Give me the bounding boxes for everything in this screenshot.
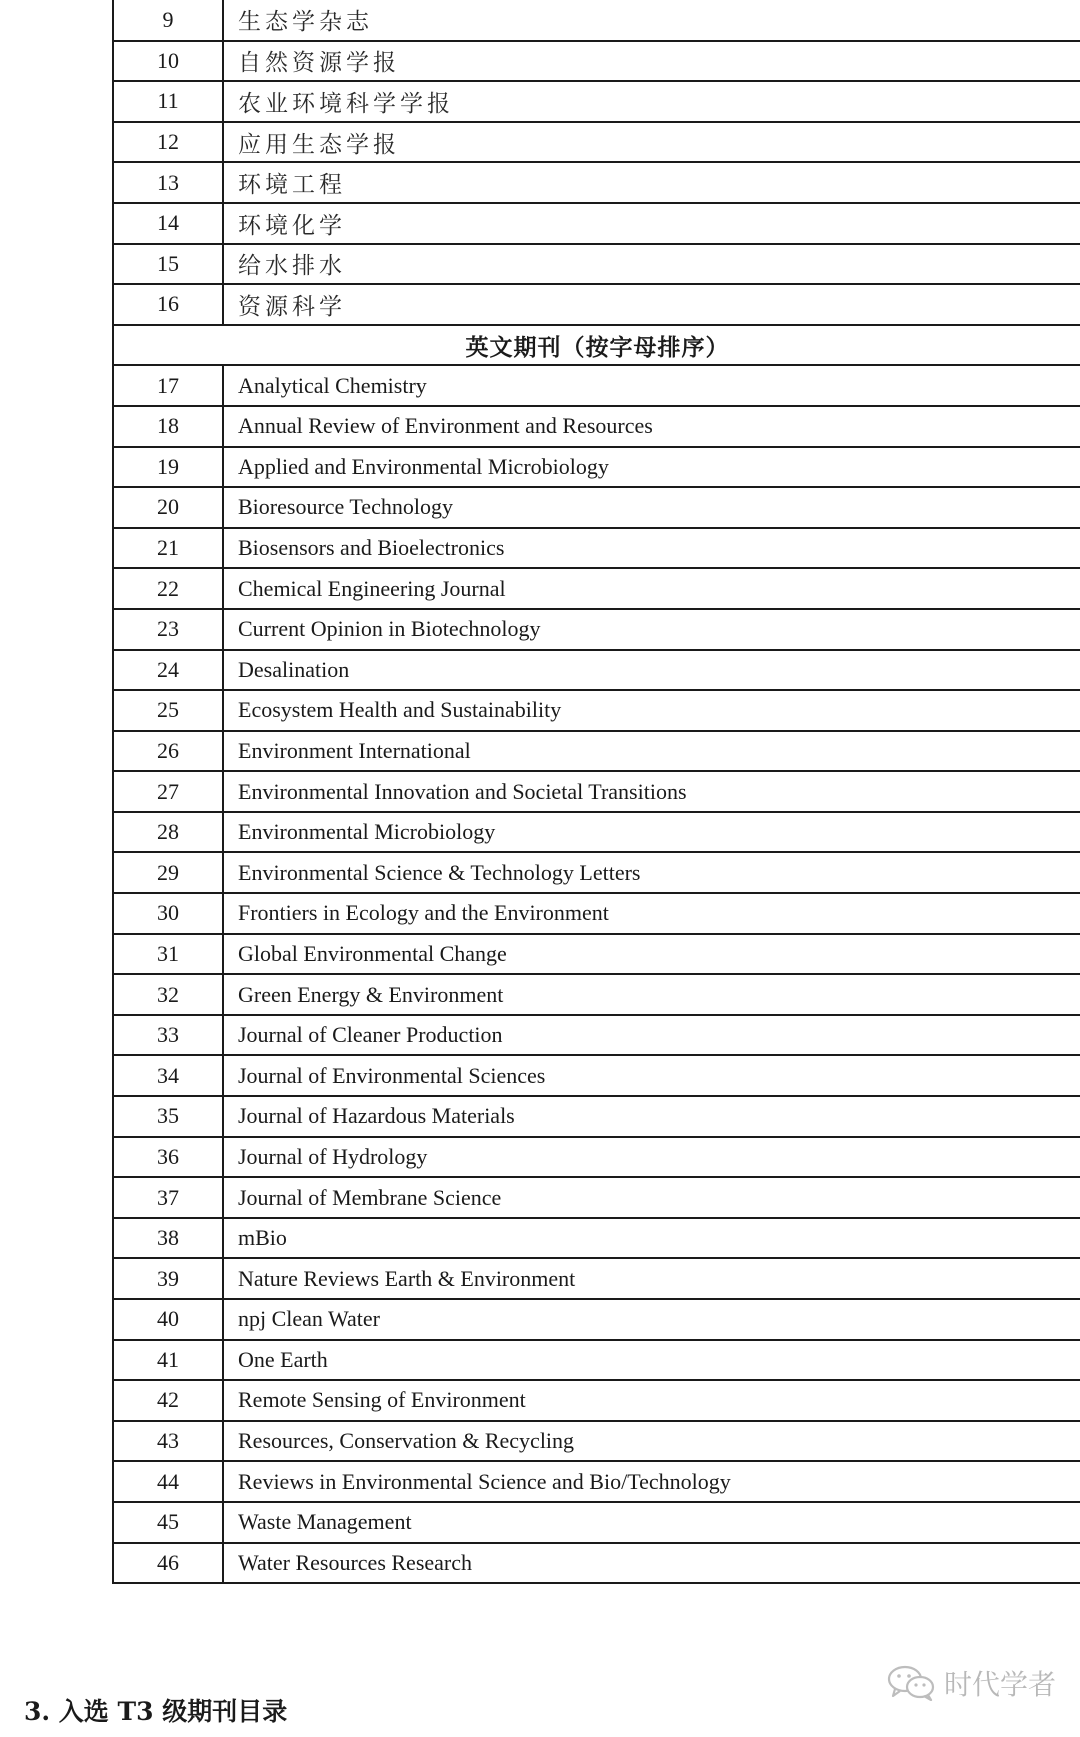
row-number: 40 <box>113 1299 223 1340</box>
section-heading-t3: 3. 入选 T3 级期刊目录 <box>24 1697 288 1726</box>
journal-name: Green Energy & Environment <box>223 974 1080 1015</box>
journal-name: Water Resources Research <box>223 1543 1080 1584</box>
table-row <box>113 852 1080 893</box>
row-number: 45 <box>113 1502 223 1543</box>
section-header-row <box>113 325 1080 366</box>
table-row <box>113 487 1080 528</box>
row-number: 9 <box>113 0 223 41</box>
table-row <box>113 1096 1080 1137</box>
journal-name: Remote Sensing of Environment <box>223 1380 1080 1421</box>
journal-name: Analytical Chemistry <box>223 365 1080 406</box>
row-number: 33 <box>113 1015 223 1056</box>
table-row <box>113 1258 1080 1299</box>
table-row <box>113 406 1080 447</box>
journal-name: Global Environmental Change <box>223 934 1080 975</box>
table-row <box>113 203 1080 244</box>
table-row <box>113 1015 1080 1056</box>
journal-name: Ecosystem Health and Sustainability <box>223 690 1080 731</box>
table-row <box>113 81 1080 122</box>
table-row <box>113 1502 1080 1543</box>
section-header-english-journals: 英文期刊（按字母排序） <box>113 325 1080 366</box>
table-row <box>113 41 1080 82</box>
row-number: 43 <box>113 1421 223 1462</box>
journal-name: 环境工程 <box>223 162 1080 203</box>
journal-name: Frontiers in Ecology and the Environment <box>223 893 1080 934</box>
table-row <box>113 122 1080 163</box>
table-row <box>113 934 1080 975</box>
table-row <box>113 528 1080 569</box>
row-number: 21 <box>113 528 223 569</box>
row-number: 30 <box>113 893 223 934</box>
journal-name: 农业环境科学学报 <box>223 81 1080 122</box>
journal-name: Biosensors and Bioelectronics <box>223 528 1080 569</box>
table-row <box>113 1543 1080 1584</box>
journal-table <box>112 0 1080 1584</box>
journal-name: 环境化学 <box>223 203 1080 244</box>
row-number: 35 <box>113 1096 223 1137</box>
table-row <box>113 690 1080 731</box>
row-number: 18 <box>113 406 223 447</box>
row-number: 26 <box>113 731 223 772</box>
journal-name: Journal of Hazardous Materials <box>223 1096 1080 1137</box>
table-row <box>113 1421 1080 1462</box>
journal-name: Environment International <box>223 731 1080 772</box>
table-row <box>113 650 1080 691</box>
row-number: 16 <box>113 284 223 325</box>
row-number: 39 <box>113 1258 223 1299</box>
row-number: 27 <box>113 771 223 812</box>
table-row <box>113 0 1080 41</box>
table-row <box>113 609 1080 650</box>
row-number: 32 <box>113 974 223 1015</box>
journal-name: Desalination <box>223 650 1080 691</box>
table-row <box>113 1177 1080 1218</box>
table-row <box>113 447 1080 488</box>
table-row <box>113 1299 1080 1340</box>
table-row <box>113 162 1080 203</box>
wechat-icon <box>886 1665 938 1701</box>
row-number: 38 <box>113 1218 223 1259</box>
watermark <box>886 1663 1056 1703</box>
journal-name: Journal of Environmental Sciences <box>223 1055 1080 1096</box>
table-row <box>113 244 1080 285</box>
row-number: 34 <box>113 1055 223 1096</box>
row-number: 22 <box>113 568 223 609</box>
journal-name: Waste Management <box>223 1502 1080 1543</box>
watermark-text: 时代学者 <box>944 1668 1057 1701</box>
table-body <box>113 0 1080 1583</box>
table-row <box>113 893 1080 934</box>
table-row <box>113 568 1080 609</box>
row-number: 23 <box>113 609 223 650</box>
row-number: 28 <box>113 812 223 853</box>
table-row <box>113 771 1080 812</box>
row-number: 46 <box>113 1543 223 1584</box>
journal-name: Resources, Conservation & Recycling <box>223 1421 1080 1462</box>
journal-name: Environmental Microbiology <box>223 812 1080 853</box>
row-number: 37 <box>113 1177 223 1218</box>
journal-name: Journal of Cleaner Production <box>223 1015 1080 1056</box>
table-row <box>113 1055 1080 1096</box>
journal-name: Current Opinion in Biotechnology <box>223 609 1080 650</box>
table-row <box>113 812 1080 853</box>
journal-name: Bioresource Technology <box>223 487 1080 528</box>
table-row <box>113 365 1080 406</box>
row-number: 15 <box>113 244 223 285</box>
row-number: 10 <box>113 41 223 82</box>
row-number: 25 <box>113 690 223 731</box>
journal-name: Applied and Environmental Microbiology <box>223 447 1080 488</box>
table-row <box>113 1461 1080 1502</box>
journal-name: One Earth <box>223 1340 1080 1381</box>
journal-name: Reviews in Environmental Science and Bio/Technology <box>223 1461 1080 1502</box>
row-number: 41 <box>113 1340 223 1381</box>
row-number: 42 <box>113 1380 223 1421</box>
table-row <box>113 974 1080 1015</box>
journal-name: Chemical Engineering Journal <box>223 568 1080 609</box>
row-number: 36 <box>113 1137 223 1178</box>
journal-name: 生态学杂志 <box>223 0 1080 41</box>
table-row <box>113 1340 1080 1381</box>
table-row <box>113 731 1080 772</box>
table-row <box>113 284 1080 325</box>
row-number: 11 <box>113 81 223 122</box>
row-number: 19 <box>113 447 223 488</box>
table-row <box>113 1218 1080 1259</box>
row-number: 12 <box>113 122 223 163</box>
journal-name: npj Clean Water <box>223 1299 1080 1340</box>
row-number: 20 <box>113 487 223 528</box>
table-row <box>113 1380 1080 1421</box>
row-number: 17 <box>113 365 223 406</box>
journal-name: Journal of Membrane Science <box>223 1177 1080 1218</box>
row-number: 24 <box>113 650 223 691</box>
row-number: 29 <box>113 852 223 893</box>
journal-name: Environmental Innovation and Societal Transitions <box>223 771 1080 812</box>
table-row <box>113 1137 1080 1178</box>
journal-name: 应用生态学报 <box>223 122 1080 163</box>
row-number: 14 <box>113 203 223 244</box>
row-number: 31 <box>113 934 223 975</box>
journal-name: Nature Reviews Earth & Environment <box>223 1258 1080 1299</box>
journal-name: Environmental Science & Technology Letters <box>223 852 1080 893</box>
journal-name: 资源科学 <box>223 284 1080 325</box>
journal-name: mBio <box>223 1218 1080 1259</box>
journal-name: 自然资源学报 <box>223 41 1080 82</box>
journal-name: Journal of Hydrology <box>223 1137 1080 1178</box>
row-number: 44 <box>113 1461 223 1502</box>
row-number: 13 <box>113 162 223 203</box>
journal-name: 给水排水 <box>223 244 1080 285</box>
journal-name: Annual Review of Environment and Resources <box>223 406 1080 447</box>
